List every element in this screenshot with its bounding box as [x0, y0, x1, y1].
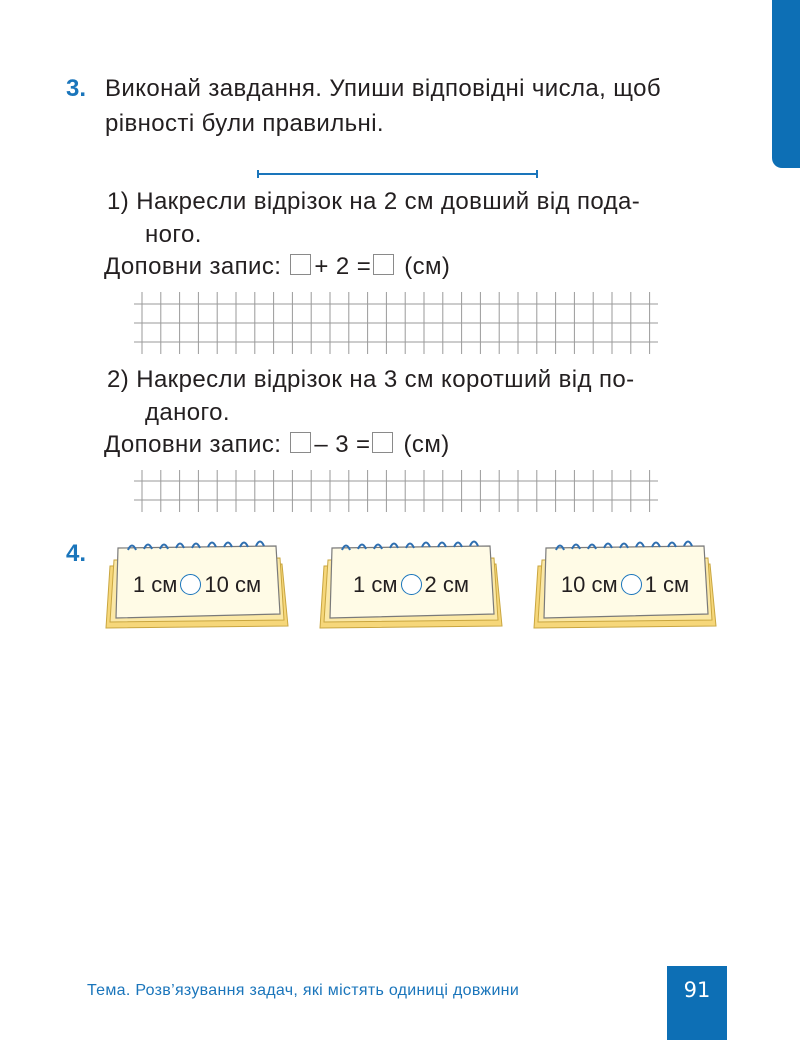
page-number-tab: [667, 966, 727, 1040]
part2-text-line1: 2) Накресли відрізок на 3 см коротший від по-: [107, 366, 635, 393]
comparison-2-sign-circle[interactable]: [401, 574, 422, 595]
page-number: 91: [683, 978, 711, 1002]
part2-answer-box-2[interactable]: [372, 432, 393, 453]
part2-text-line2: даного.: [145, 399, 230, 426]
task-3-text-line1: Виконай завдання. Упиши відповідні числа, щоб: [105, 75, 662, 102]
comparison-2-right: 2 см: [424, 572, 469, 597]
comparison-1-left: 1 см: [132, 572, 178, 597]
calendar-card-1: [104, 534, 290, 634]
part2-record: [104, 431, 450, 459]
task-3-text-line2: рівності були правильні.: [105, 110, 385, 137]
task-4-number: 4.: [66, 540, 87, 567]
part1-answer-box-1[interactable]: [290, 254, 311, 275]
comparison-1-right: 10 см: [204, 572, 262, 597]
comparison-3-sign-circle[interactable]: [621, 574, 642, 595]
comparison-2-left: 1 см: [353, 572, 398, 597]
comparison-1: [104, 572, 290, 598]
part1-text-line1: 1) Накресли відрізок на 2 см довший від пода-: [107, 188, 641, 215]
part2-operation: – 3 =: [314, 431, 371, 458]
comparison-3-left: 10 см: [560, 572, 618, 597]
part2-answer-box-1[interactable]: [290, 432, 311, 453]
chapter-side-tab: [772, 0, 800, 168]
part1-record-label: Доповни запис:: [104, 253, 282, 280]
drawing-grid-1[interactable]: [134, 292, 658, 354]
comparison-2: [318, 572, 504, 598]
drawing-grid-2[interactable]: [134, 470, 658, 512]
calendar-card-3: [532, 534, 718, 634]
footer-topic: Тема. Розв’язування задач, які містять одиниці довжини: [87, 982, 520, 999]
part1-text-line2: ного.: [145, 221, 202, 248]
part2-record-label: Доповни запис:: [104, 431, 282, 458]
task-3-number: 3.: [66, 75, 87, 102]
comparison-3: [532, 572, 718, 598]
part2-unit: (см): [403, 431, 450, 458]
sample-segment: [257, 173, 538, 175]
comparison-3-right: 1 см: [644, 572, 690, 597]
part1-record: [104, 253, 450, 281]
part1-unit: (см): [404, 253, 451, 280]
calendar-card-2: [318, 534, 504, 634]
comparison-1-sign-circle[interactable]: [180, 574, 201, 595]
part1-operation: + 2 =: [314, 253, 372, 280]
part1-answer-box-2[interactable]: [373, 254, 394, 275]
